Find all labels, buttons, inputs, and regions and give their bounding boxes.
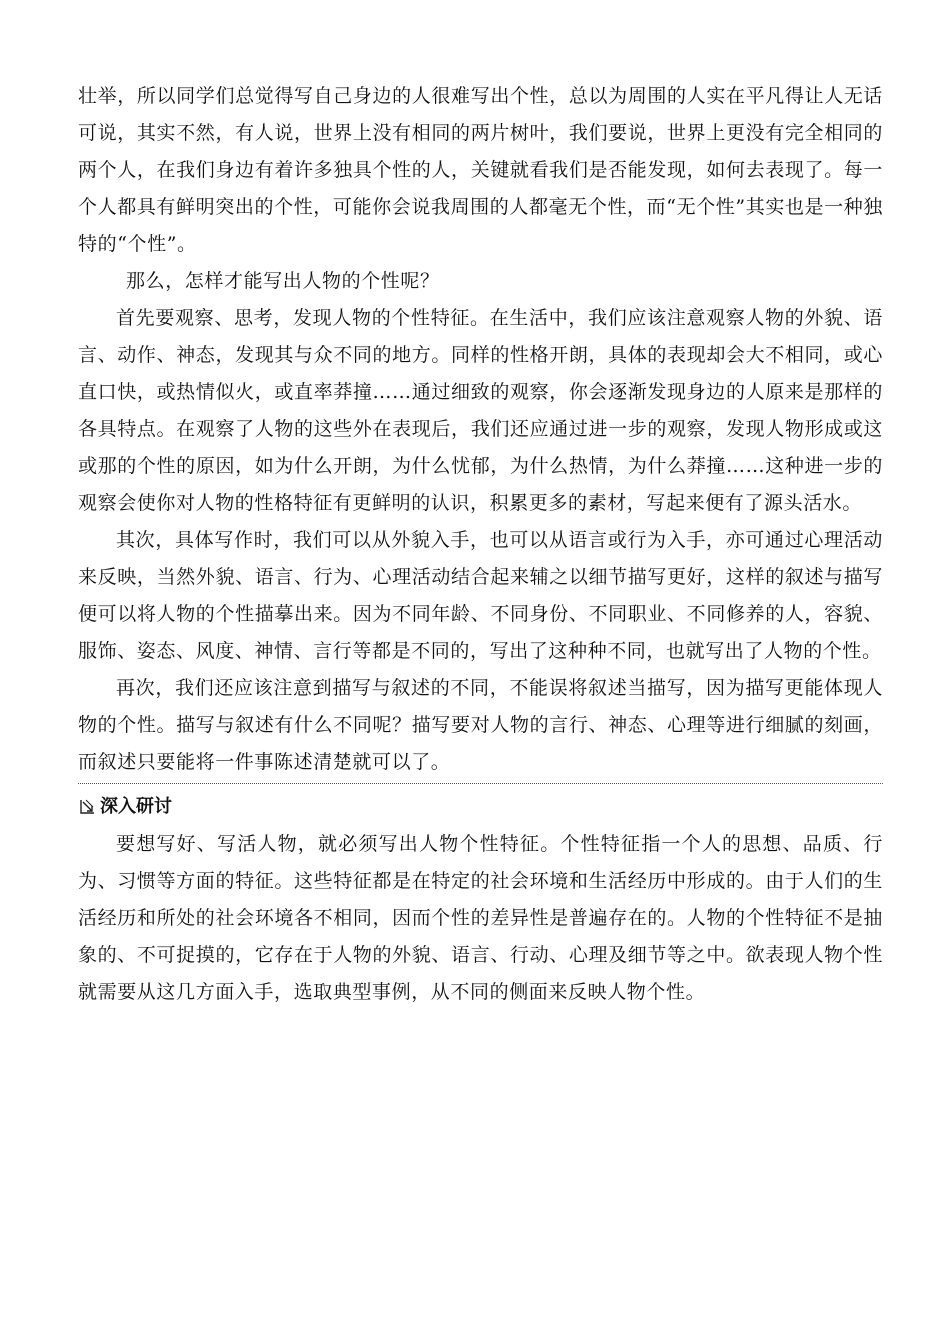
continued-paragraph: 壮举，所以同学们总觉得写自己身边的人很难写出个性，总以为周围的人实在平凡得让人无话可说，其实不然，有人说，世界上没有相同的两片树叶，我们要说，世界上更没有完全相同的两个人，在我们身边有着许多独具个性的人，关键就看我们是否能发现，如何去表现了。每一个人都具有鲜明突出的个性，可能你会说我周围的人都毫无个性，而“无个性”其实也是一种独特的“个性”。 xyxy=(78,85,883,255)
section-divider xyxy=(78,783,883,784)
third-method-paragraph: 再次，我们还应该注意到描写与叙述的不同，不能误将叙述当描写，因为描写更能体现人物的个性。描写与叙述有什么不同呢？描写要对人物的言行、神态、心理等进行细腻的刻画，而叙述只要能将一件事陈述清楚就可以了。 xyxy=(78,677,883,773)
second-method-paragraph: 其次，具体写作时，我们可以从外貌入手，也可以从语言或行为入手，亦可通过心理活动来反映，当然外貌、语言、行为、心理活动结合起来辅之以细节描写更好，这样的叙述与描写便可以将人物的个性描摹出来。因为不同年龄、不同身份、不同职业、不同修养的人，容貌、服饰、姿态、风度、神情、言行等都是不同的，写出了这种种不同，也就写出了人物的个性。 xyxy=(78,529,883,662)
discussion-paragraph: 要想写好、写活人物，就必须写出人物个性特征。个性特征指一个人的思想、品质、行为、习惯等方面的特征。这些特征都是在特定的社会环境和生活经历中形成的。由于人们的生活经历和所处的社会环境各不相同，因而个性的差异性是普遍存在的。人物的个性特征不是抽象的、不可捉摸的，它存在于人物的外貌、语言、行动、心理及细节等之中。欲表现人物个性就需要从这几方面入手，选取典型事例，从不同的侧面来反映人物个性。 xyxy=(78,833,883,1003)
section-heading-label: 深入研讨 xyxy=(100,796,172,817)
question-paragraph: 那么，怎样才能写出人物的个性呢？ xyxy=(126,270,440,292)
arrow-icon xyxy=(78,797,98,817)
section-heading xyxy=(78,792,883,822)
document-page xyxy=(78,78,883,1011)
first-method-paragraph: 首先要观察、思考，发现人物的个性特征。在生活中，我们应该注意观察人物的外貌、语言、动作、神态，发现其与众不同的地方。同样的性格开朗，具体的表现却会大不相同，或心直口快，或热情似火，或直率莽撞……通过细致的观察，你会逐渐发现身边的人原来是那样的各具特点。在观察了人物的这些外在表现后，我们还应通过进一步的观察，发现人物形成或这或那的个性的原因，如为什么开朗，为什么忧郁，为什么热情，为什么莽撞……这种进一步的观察会使你对人物的性格特征有更鲜明的认识，积累更多的素材，写起来便有了源头活水。 xyxy=(78,307,883,514)
